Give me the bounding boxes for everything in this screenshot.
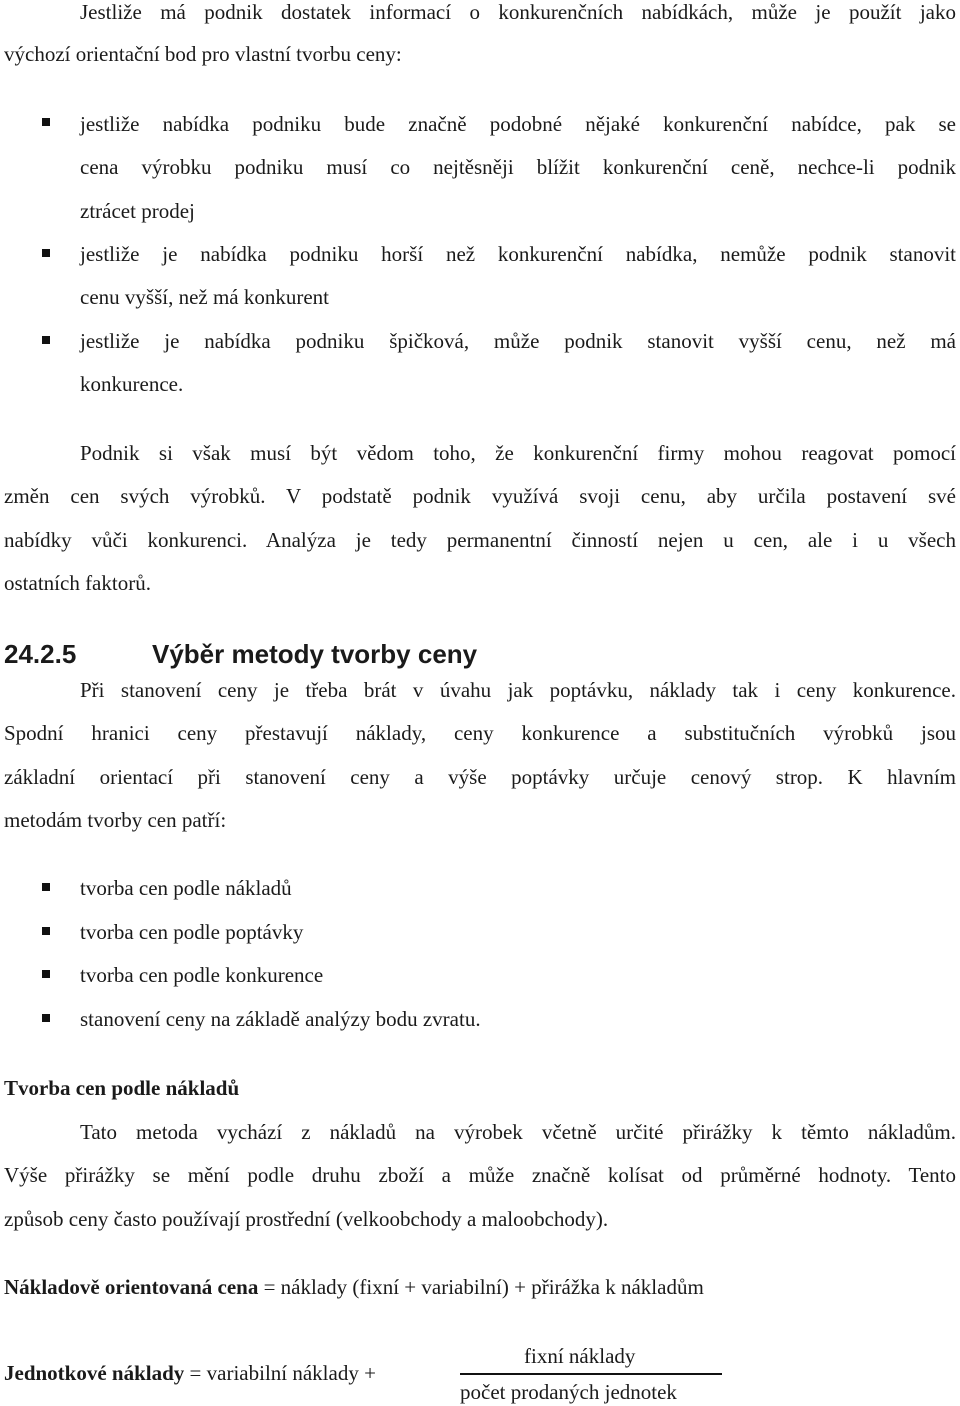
list-item-line: jestliže je nabídka podniku horší než konkurenční nabídka, nemůže podnik stanovit [80, 242, 956, 266]
bullet-marker-icon [42, 927, 50, 935]
bullet-marker-icon [42, 249, 50, 257]
paragraph-line: základní orientací při stanovení ceny a výše poptávky určuje cenový strop. K hlavním [4, 765, 956, 789]
paragraph-line: způsob ceny často používají prostřední (velkoobchody a maloobchody). [4, 1207, 609, 1231]
formula-term: Nákladově orientovaná cena [4, 1275, 259, 1299]
bullet-marker-icon [42, 883, 50, 891]
paragraph-line: Výše přirážky se mění podle druhu zboží a může značně kolísat od průměrné hodnoty. Tento [4, 1163, 956, 1187]
fraction-denominator: počet prodaných jednotek [460, 1380, 677, 1404]
list-item-line: cena výrobku podniku musí co nejtěsněji blížit konkurenční ceně, nechce-li podnik [80, 155, 956, 179]
paragraph-line: metodám tvorby cen patří: [4, 808, 227, 832]
list-item-line: jestliže je nabídka podniku špičková, může podnik stanovit vyšší cenu, než má [80, 329, 956, 353]
intro-line-1: Jestliže má podnik dostatek informací o konkurenčních nabídkách, může je použít jako [80, 0, 956, 24]
list-item-line: jestliže nabídka podniku bude značně podobné nějaké konkurenční nabídce, pak se [80, 112, 956, 136]
paragraph-line: změn cen svých výrobků. V podstatě podnik využívá svoji cenu, aby určila postavení své [4, 484, 956, 508]
paragraph-line: Spodní hranici ceny přestavují náklady, ceny konkurence a substitučních výrobků jsou [4, 721, 956, 745]
list-item-line: konkurence. [80, 372, 184, 396]
section-number: 24.2.5 [4, 639, 77, 669]
bullet-marker-icon [42, 970, 50, 978]
paragraph-line: ostatních faktorů. [4, 571, 151, 595]
paragraph-line: nabídky vůči konkurenci. Analýza je tedy permanentní činností nejen u cen, ale i u všech [4, 528, 956, 552]
bullet-marker-icon [42, 1014, 50, 1022]
intro-line-2: výchozí orientační bod pro vlastní tvorbu ceny: [4, 42, 402, 66]
formula-term: Jednotkové náklady [4, 1361, 185, 1385]
formula-cost-oriented-price [4, 1273, 956, 1301]
list-item-line: cenu vyšší, než má konkurent [80, 285, 330, 309]
fraction-bar [460, 1373, 722, 1375]
fraction-numerator: fixní náklady [524, 1344, 636, 1368]
list-item: tvorba cen podle konkurence [80, 963, 324, 987]
list-item-line: ztrácet prodej [80, 199, 195, 223]
list-item: tvorba cen podle poptávky [80, 920, 304, 944]
list-item: tvorba cen podle nákladů [80, 876, 292, 900]
list-item: stanovení ceny na základě analýzy bodu zvratu. [80, 1007, 481, 1031]
paragraph-line: Při stanovení ceny je třeba brát v úvahu jak poptávku, náklady tak i ceny konkurence. [80, 678, 956, 702]
formula-expression: = náklady (fixní + variabilní) + přirážka k nákladům [258, 1275, 704, 1299]
formula-expression: = variabilní náklady + [184, 1361, 382, 1385]
bullet-marker-icon [42, 336, 50, 344]
subheading: Tvorba cen podle nákladů [4, 1076, 240, 1100]
section-title: Výběr metody tvorby ceny [152, 639, 478, 669]
paragraph-line: Podnik si však musí být vědom toho, že konkurenční firmy mohou reagovat pomocí [80, 441, 956, 465]
paragraph-line: Tato metoda vychází z nákladů na výrobek včetně určité přirážky k těmto nákladům. [80, 1120, 956, 1144]
section-heading [4, 638, 477, 670]
bullet-marker-icon [42, 118, 50, 126]
